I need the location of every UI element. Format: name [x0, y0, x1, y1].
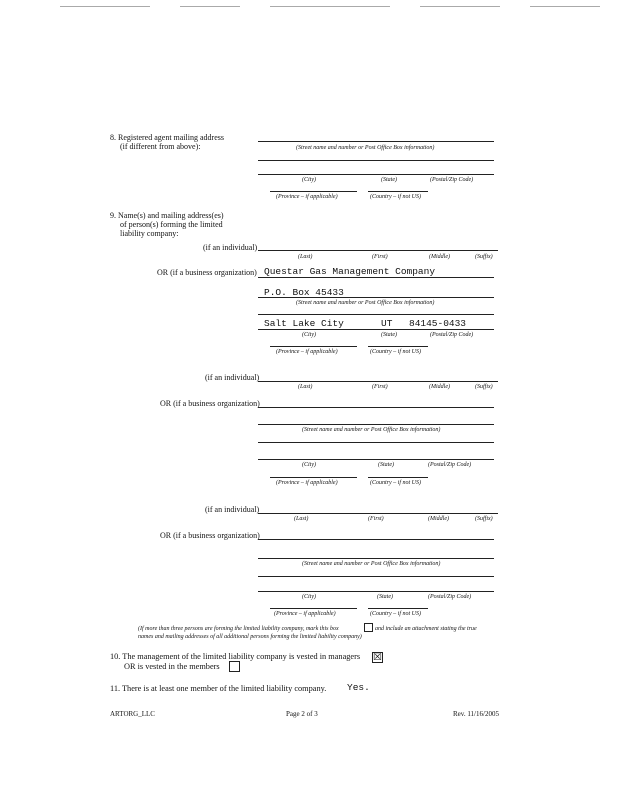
- person1-org-line: [258, 277, 494, 278]
- agent-province-line[interactable]: [270, 191, 357, 192]
- section-11-answer[interactable]: Yes.: [347, 682, 370, 693]
- caption-first: (First): [372, 254, 388, 260]
- caption-last: (Last): [298, 254, 313, 260]
- revision-date: Rev. 11/16/2005: [453, 710, 499, 718]
- caption-state: (State): [378, 462, 394, 468]
- person2-org-line[interactable]: [258, 407, 494, 408]
- caption-country: (Country – if not US): [370, 194, 421, 200]
- caption-city: (City): [302, 462, 316, 468]
- caption-middle: (Middle): [428, 516, 449, 522]
- person2-province-line[interactable]: [270, 477, 357, 478]
- person2-name-line[interactable]: [258, 381, 498, 382]
- section-9-label: 9. Name(s) and mailing address(es): [110, 211, 224, 220]
- caption-state: (State): [377, 594, 393, 600]
- scan-artifact-line: [0, 6, 626, 10]
- caption-city: (City): [302, 594, 316, 600]
- person1-street-line-2[interactable]: [258, 314, 494, 315]
- additional-persons-note: (If more than three persons are forming the limited liability company, mark this box: [138, 626, 339, 632]
- caption-state: (State): [381, 177, 397, 183]
- additional-persons-note-2: names and mailing addresses of all additional persons forming the limited liability company): [138, 634, 362, 640]
- person3-street-line[interactable]: [258, 558, 494, 559]
- person1-country-line[interactable]: [368, 346, 428, 347]
- person1-city-line: [258, 329, 494, 330]
- section-10-or-label: OR is vested in the members: [124, 662, 220, 671]
- if-individual-label: (if an individual): [205, 505, 260, 514]
- person1-province-line[interactable]: [270, 346, 357, 347]
- page-number: Page 2 of 3: [286, 710, 318, 718]
- section-8-sublabel: (if different from above):: [120, 142, 201, 151]
- section-9-label-3: liability company:: [120, 229, 179, 238]
- caption-state: (State): [381, 332, 397, 338]
- caption-province: (Province – if applicable): [276, 194, 338, 200]
- caption-middle: (Middle): [429, 384, 450, 390]
- or-business-label: OR (if a business organization): [157, 268, 257, 277]
- caption-street: (Street name and number or Post Office Box information): [296, 300, 435, 306]
- if-individual-label: (if an individual): [203, 243, 258, 252]
- caption-country: (Country – if not US): [370, 611, 421, 617]
- caption-last: (Last): [294, 516, 309, 522]
- caption-street: (Street name and number or Post Office Box information): [296, 145, 435, 151]
- agent-city-line[interactable]: [258, 174, 494, 175]
- agent-country-line[interactable]: [368, 191, 428, 192]
- if-individual-label: (if an individual): [205, 373, 260, 382]
- managers-checkbox[interactable]: ☒: [373, 652, 382, 663]
- person3-country-line[interactable]: [368, 608, 428, 609]
- additional-persons-note-cont: and include an attachment stating the true: [375, 626, 477, 632]
- caption-province: (Province – if applicable): [274, 611, 336, 617]
- person3-province-line[interactable]: [270, 608, 357, 609]
- person2-city-line[interactable]: [258, 459, 494, 460]
- caption-postal: (Postal/Zip Code): [428, 462, 472, 468]
- agent-street-line[interactable]: [258, 141, 494, 142]
- caption-suffix: (Suffix): [475, 254, 493, 260]
- person2-country-line[interactable]: [368, 477, 428, 478]
- person1-org-value[interactable]: Questar Gas Management Company: [264, 266, 436, 277]
- form-code: ARTORG_LLC: [110, 710, 155, 718]
- person1-zip-value[interactable]: 84145-0433: [409, 318, 467, 329]
- person1-street-line: [258, 297, 494, 298]
- caption-postal: (Postal/Zip Code): [430, 332, 474, 338]
- caption-city: (City): [302, 332, 316, 338]
- additional-persons-checkbox[interactable]: [364, 623, 373, 632]
- person1-city-value[interactable]: Salt Lake City: [264, 318, 344, 329]
- section-8-label: 8. Registered agent mailing address: [110, 133, 224, 142]
- members-checkbox[interactable]: [229, 661, 240, 672]
- caption-postal: (Postal/Zip Code): [430, 177, 474, 183]
- caption-last: (Last): [298, 384, 313, 390]
- section-11-label: 11. There is at least one member of the limited liability company.: [110, 684, 327, 693]
- person3-name-line[interactable]: [258, 513, 498, 514]
- person3-org-line[interactable]: [258, 539, 494, 540]
- person2-street-line[interactable]: [258, 424, 494, 425]
- caption-first: (First): [372, 384, 388, 390]
- caption-suffix: (Suffix): [475, 384, 493, 390]
- person1-name-line[interactable]: [258, 250, 498, 251]
- caption-street: (Street name and number or Post Office Box information): [302, 561, 441, 567]
- caption-street: (Street name and number or Post Office Box information): [302, 427, 441, 433]
- caption-city: (City): [302, 177, 316, 183]
- person3-city-line[interactable]: [258, 591, 494, 592]
- caption-province: (Province – if applicable): [276, 480, 338, 486]
- or-business-label: OR (if a business organization): [160, 531, 260, 540]
- caption-middle: (Middle): [429, 254, 450, 260]
- agent-street-line-2[interactable]: [258, 160, 494, 161]
- caption-country: (Country – if not US): [370, 480, 421, 486]
- person1-state-value[interactable]: UT: [381, 318, 393, 329]
- or-business-label: OR (if a business organization): [160, 399, 260, 408]
- caption-postal: (Postal/Zip Code): [428, 594, 472, 600]
- section-10-label: 10. The management of the limited liability company is vested in managers: [110, 652, 361, 661]
- person2-street-line-2[interactable]: [258, 442, 494, 443]
- person1-street-value[interactable]: P.O. Box 45433: [264, 287, 344, 298]
- caption-country: (Country – if not US): [370, 349, 421, 355]
- caption-province: (Province – if applicable): [276, 349, 338, 355]
- section-9-label-2: of person(s) forming the limited: [120, 220, 223, 229]
- caption-first: (First): [368, 516, 384, 522]
- caption-suffix: (Suffix): [475, 516, 493, 522]
- person3-street-line-2[interactable]: [258, 576, 494, 577]
